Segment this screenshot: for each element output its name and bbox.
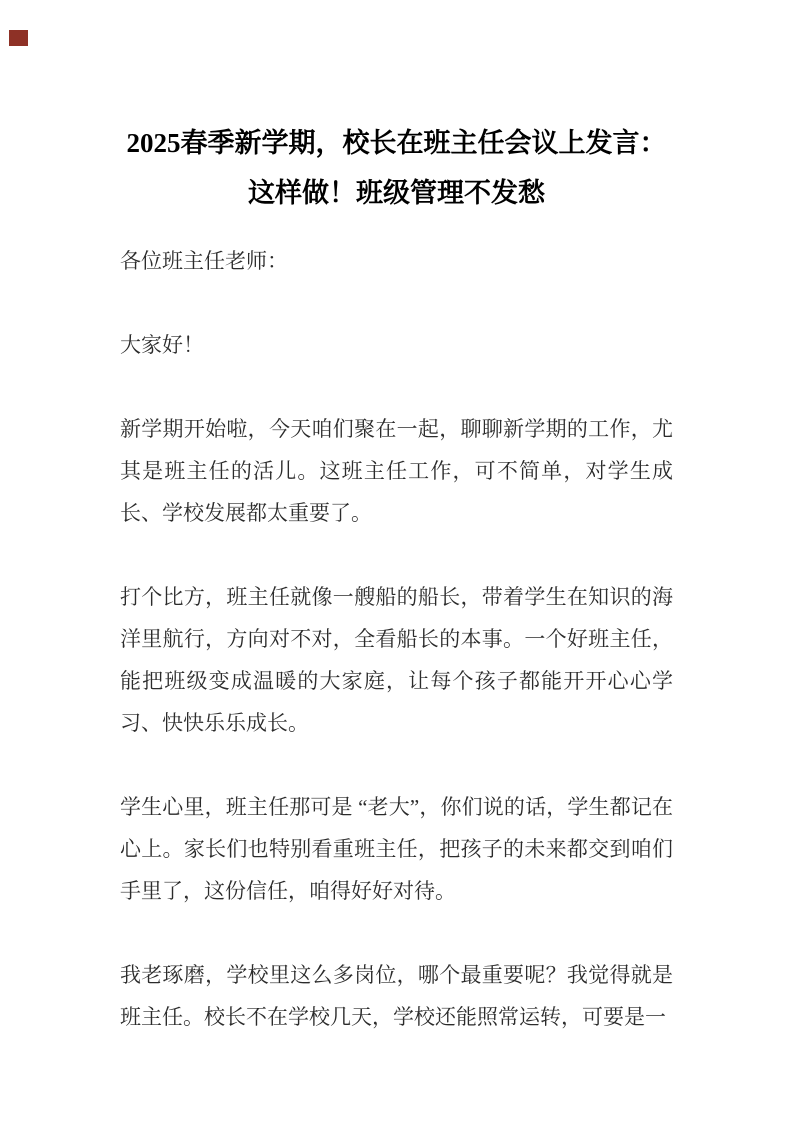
paragraph: 学生心里，班主任那可是 “老大”，你们说的话，学生都记在心上。家长们也特别看重班主任，把孩子的未来都交到咱们手里了，这份信任，咱得好好对待。 xyxy=(120,795,673,903)
paragraph-salutation: 各位班主任老师： xyxy=(120,249,288,273)
document-title-line-1: 2025春季新学期，校长在班主任会议上发言： xyxy=(126,128,667,158)
document-title-line-2: 这样做！班级管理不发愁 xyxy=(248,178,545,208)
red-corner-marker xyxy=(9,30,28,46)
paragraph: 新学期开始啦，今天咱们聚在一起，聊聊新学期的工作，尤其是班主任的活儿。这班主任工作，可不简单，对学生成长、学校发展都太重要了。 xyxy=(120,417,673,525)
paragraph: 打个比方，班主任就像一艘船的船长，带着学生在知识的海洋里航行，方向对不对，全看船长的本事。一个好班主任，能把班级变成温暖的大家庭，让每个孩子都能开开心心学习、快快乐乐成长。 xyxy=(120,585,673,735)
paragraph: 我老琢磨，学校里这么多岗位，哪个最重要呢？我觉得就是班主任。校长不在学校几天，学校还能照常运转，可要是一 xyxy=(120,963,673,1029)
document-title xyxy=(120,118,673,218)
document-body xyxy=(120,240,673,1038)
paragraph-greeting: 大家好！ xyxy=(120,333,204,357)
